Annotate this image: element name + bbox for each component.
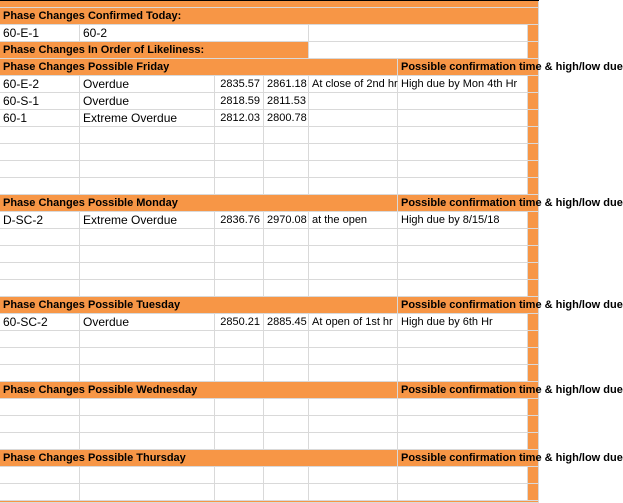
confirmation-header[interactable]: Possible confirmation time & high/low due [398, 450, 539, 467]
empty-cell[interactable] [264, 484, 309, 501]
side-cell[interactable] [528, 365, 539, 382]
side-cell[interactable] [528, 93, 539, 110]
empty-cell[interactable] [0, 246, 80, 263]
empty-cell[interactable] [264, 246, 309, 263]
empty-cell[interactable] [0, 348, 80, 365]
section-title[interactable]: Phase Changes Possible Monday [0, 195, 398, 212]
empty-cell[interactable] [309, 161, 398, 178]
side-cell[interactable] [528, 314, 539, 331]
empty-cell[interactable] [398, 127, 528, 144]
empty-cell[interactable] [80, 178, 215, 195]
side-cell[interactable] [528, 246, 539, 263]
value-1[interactable]: 2850.21 [215, 314, 264, 331]
empty-cell[interactable] [215, 467, 264, 484]
empty-cell[interactable] [309, 25, 528, 42]
empty-cell[interactable] [309, 178, 398, 195]
empty-cell[interactable] [398, 144, 528, 161]
empty-cell[interactable] [309, 229, 398, 246]
empty-cell[interactable] [215, 178, 264, 195]
empty-cell[interactable] [215, 433, 264, 450]
phase-code[interactable]: 60-S-1 [0, 93, 80, 110]
value-2[interactable]: 2970.08 [264, 212, 309, 229]
empty-cell[interactable] [398, 416, 528, 433]
empty-cell[interactable] [0, 399, 80, 416]
empty-cell[interactable] [0, 144, 80, 161]
confirmation-header[interactable]: Possible confirmation time & high/low due [398, 195, 539, 212]
empty-cell[interactable] [0, 484, 80, 501]
due-note[interactable]: High due by 6th Hr [398, 314, 528, 331]
empty-cell[interactable] [80, 365, 215, 382]
side-cell[interactable] [528, 212, 539, 229]
due-note[interactable]: High due by 8/15/18 [398, 212, 528, 229]
confirmation-header[interactable]: Possible confirmation time & high/low due [398, 297, 539, 314]
blank-row [0, 467, 539, 484]
empty-cell[interactable] [215, 365, 264, 382]
empty-cell[interactable] [264, 178, 309, 195]
empty-cell[interactable] [398, 433, 528, 450]
side-cell[interactable] [528, 484, 539, 501]
blank-row [0, 348, 539, 365]
blank-row [0, 229, 539, 246]
empty-cell[interactable] [215, 161, 264, 178]
section-title[interactable]: Phase Changes Possible Tuesday [0, 297, 398, 314]
empty-cell[interactable] [398, 348, 528, 365]
side-cell[interactable] [528, 25, 539, 42]
empty-cell[interactable] [264, 331, 309, 348]
value-1[interactable]: 2818.59 [215, 93, 264, 110]
side-cell[interactable] [528, 127, 539, 144]
section-title[interactable]: Phase Changes Possible Thursday [0, 450, 398, 467]
empty-cell[interactable] [215, 484, 264, 501]
empty-cell[interactable] [264, 161, 309, 178]
empty-cell[interactable] [0, 280, 80, 297]
side-cell[interactable] [528, 42, 539, 59]
empty-cell[interactable] [215, 229, 264, 246]
section-header-row [0, 59, 623, 76]
data-row [0, 212, 539, 229]
section-header-row [0, 450, 623, 467]
side-cell[interactable] [528, 331, 539, 348]
empty-cell[interactable] [398, 246, 528, 263]
spacer-row [0, 161, 539, 178]
spacer-row [0, 263, 539, 280]
value-2[interactable]: 2800.78 [264, 110, 309, 127]
empty-cell[interactable] [264, 280, 309, 297]
empty-cell[interactable] [0, 416, 80, 433]
empty-cell[interactable] [215, 144, 264, 161]
empty-cell[interactable] [215, 399, 264, 416]
side-cell[interactable] [528, 76, 539, 93]
empty-cell[interactable] [309, 348, 398, 365]
empty-cell[interactable] [398, 467, 528, 484]
value-2[interactable]: 2885.45 [264, 314, 309, 331]
phase-status[interactable]: Overdue [80, 314, 215, 331]
empty-cell[interactable] [309, 127, 398, 144]
phase-status[interactable]: Extreme Overdue [80, 212, 215, 229]
empty-cell[interactable] [0, 433, 80, 450]
data-row [0, 76, 539, 93]
empty-cell[interactable] [80, 161, 215, 178]
side-cell[interactable] [528, 229, 539, 246]
empty-cell[interactable] [80, 467, 215, 484]
blank-row [0, 484, 539, 501]
due-note[interactable] [398, 110, 528, 127]
value-1[interactable]: 2812.03 [215, 110, 264, 127]
empty-cell[interactable] [309, 467, 398, 484]
blank-row [0, 246, 539, 263]
empty-cell[interactable] [309, 416, 398, 433]
confirmation-time[interactable] [309, 93, 398, 110]
empty-cell[interactable] [264, 263, 309, 280]
empty-cell[interactable] [80, 280, 215, 297]
empty-cell[interactable] [80, 484, 215, 501]
blank-row [0, 144, 539, 161]
empty-cell[interactable] [264, 399, 309, 416]
empty-cell[interactable] [264, 416, 309, 433]
empty-cell[interactable] [0, 127, 80, 144]
empty-cell[interactable] [80, 144, 215, 161]
blank-row [0, 331, 539, 348]
empty-cell[interactable] [309, 263, 398, 280]
empty-cell[interactable] [215, 127, 264, 144]
section-title[interactable]: Phase Changes Possible Friday [0, 59, 398, 76]
due-note[interactable]: High due by Mon 4th Hr [398, 76, 528, 93]
empty-cell[interactable] [309, 144, 398, 161]
side-cell[interactable] [528, 348, 539, 365]
confirmed-today-header-row [0, 8, 539, 25]
empty-cell[interactable] [80, 348, 215, 365]
section-header-row [0, 382, 623, 399]
confirmation-time[interactable]: at the open [309, 212, 398, 229]
spacer-row [0, 433, 539, 450]
empty-cell[interactable] [215, 246, 264, 263]
confirmation-header[interactable]: Possible confirmation time & high/low due [398, 59, 539, 76]
empty-cell[interactable] [80, 263, 215, 280]
empty-cell[interactable] [215, 280, 264, 297]
likeliness-label[interactable]: Phase Changes In Order of Likeliness: [0, 42, 309, 59]
side-cell[interactable] [528, 280, 539, 297]
data-row [0, 93, 539, 110]
empty-cell[interactable] [264, 229, 309, 246]
empty-cell[interactable] [398, 280, 528, 297]
top-strip-cell[interactable] [0, 1, 539, 8]
empty-cell[interactable] [0, 178, 80, 195]
data-row [0, 110, 539, 127]
spacer-row [0, 280, 539, 297]
empty-cell[interactable] [398, 331, 528, 348]
empty-cell[interactable] [309, 484, 398, 501]
side-cell[interactable] [528, 110, 539, 127]
phase-code[interactable]: 60-E-2 [0, 76, 80, 93]
data-row [0, 314, 539, 331]
empty-cell[interactable] [398, 263, 528, 280]
empty-cell[interactable] [309, 433, 398, 450]
empty-cell[interactable] [80, 416, 215, 433]
empty-cell[interactable] [0, 331, 80, 348]
empty-cell[interactable] [264, 433, 309, 450]
empty-cell[interactable] [398, 399, 528, 416]
empty-cell[interactable] [309, 365, 398, 382]
blank-row [0, 127, 539, 144]
confirmed-value-1[interactable]: 60-E-1 [0, 25, 80, 42]
empty-cell[interactable] [309, 399, 398, 416]
side-cell[interactable] [528, 263, 539, 280]
due-note[interactable] [398, 93, 528, 110]
side-cell[interactable] [528, 144, 539, 161]
empty-cell[interactable] [80, 433, 215, 450]
empty-cell[interactable] [309, 42, 528, 59]
empty-cell[interactable] [398, 161, 528, 178]
empty-cell[interactable] [264, 127, 309, 144]
empty-cell[interactable] [398, 229, 528, 246]
side-cell[interactable] [528, 161, 539, 178]
blank-row [0, 399, 539, 416]
likeliness-row [0, 42, 539, 59]
empty-cell[interactable] [215, 331, 264, 348]
side-cell[interactable] [528, 467, 539, 484]
empty-cell[interactable] [0, 365, 80, 382]
side-cell[interactable] [528, 416, 539, 433]
confirmed-today-values-row [0, 25, 539, 42]
value-1[interactable]: 2836.76 [215, 212, 264, 229]
side-cell[interactable] [528, 178, 539, 195]
empty-cell[interactable] [80, 331, 215, 348]
empty-cell[interactable] [215, 263, 264, 280]
empty-cell[interactable] [309, 331, 398, 348]
empty-cell[interactable] [80, 399, 215, 416]
confirmation-time[interactable] [309, 110, 398, 127]
empty-cell[interactable] [0, 229, 80, 246]
confirmed-today-label[interactable]: Phase Changes Confirmed Today: [0, 8, 539, 25]
side-cell[interactable] [528, 433, 539, 450]
empty-cell[interactable] [398, 178, 528, 195]
empty-cell[interactable] [0, 467, 80, 484]
empty-cell[interactable] [80, 229, 215, 246]
empty-cell[interactable] [0, 161, 80, 178]
phase-status[interactable]: Overdue [80, 76, 215, 93]
empty-cell[interactable] [0, 263, 80, 280]
empty-cell[interactable] [264, 365, 309, 382]
side-cell[interactable] [528, 399, 539, 416]
phase-code[interactable]: D-SC-2 [0, 212, 80, 229]
confirmation-header[interactable]: Possible confirmation time & high/low due [398, 382, 539, 399]
empty-cell[interactable] [80, 246, 215, 263]
phase-code[interactable]: 60-SC-2 [0, 314, 80, 331]
top-strip [0, 1, 539, 8]
section-title[interactable]: Phase Changes Possible Wednesday [0, 382, 398, 399]
value-1[interactable]: 2835.57 [215, 76, 264, 93]
phase-status[interactable]: Extreme Overdue [80, 110, 215, 127]
spacer-row [0, 365, 539, 382]
empty-cell[interactable] [309, 246, 398, 263]
empty-cell[interactable] [398, 365, 528, 382]
confirmed-value-2[interactable]: 60-2 [80, 25, 309, 42]
section-header-row [0, 297, 623, 314]
empty-cell[interactable] [309, 280, 398, 297]
value-2[interactable]: 2861.18 [264, 76, 309, 93]
blank-row [0, 416, 539, 433]
empty-cell[interactable] [398, 484, 528, 501]
section-header-row [0, 195, 623, 212]
empty-cell[interactable] [215, 416, 264, 433]
value-2[interactable]: 2811.53 [264, 93, 309, 110]
phase-code[interactable]: 60-1 [0, 110, 80, 127]
confirmation-time[interactable]: At open of 1st hr [309, 314, 398, 331]
empty-cell[interactable] [264, 467, 309, 484]
phase-status[interactable]: Overdue [80, 93, 215, 110]
empty-cell[interactable] [215, 348, 264, 365]
empty-cell[interactable] [264, 144, 309, 161]
confirmation-time[interactable]: At close of 2nd hr [309, 76, 398, 93]
empty-cell[interactable] [264, 348, 309, 365]
empty-cell[interactable] [80, 127, 215, 144]
spacer-row [0, 178, 539, 195]
